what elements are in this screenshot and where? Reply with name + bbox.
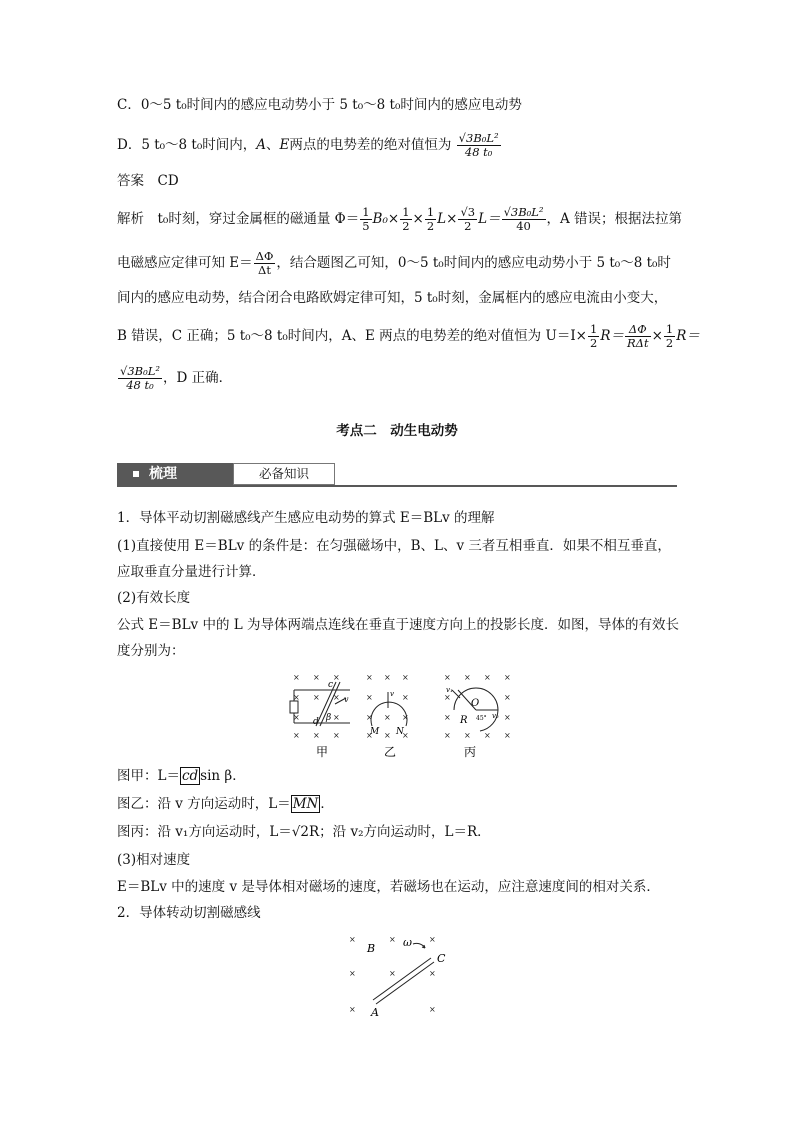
label-M: M: [370, 727, 380, 737]
label-v: v: [344, 695, 349, 704]
option-d-fraction: [457, 132, 501, 159]
label-yi: 乙: [384, 745, 397, 759]
num: ΔΦ: [625, 323, 651, 337]
item1-1b: 应取垂直分量进行计算．: [117, 564, 266, 580]
svg-text:×: ×: [429, 969, 436, 978]
analysis-line-4: [117, 323, 700, 350]
section-banner: [117, 463, 677, 487]
banner-left: [117, 463, 233, 485]
label-omega: ω: [403, 936, 412, 949]
text: ，D 正确．: [162, 370, 233, 386]
fraction: [625, 323, 651, 350]
banner-left-label: 梳理: [149, 466, 177, 482]
svg-text:×: ×: [429, 1005, 436, 1014]
svg-text:×: ×: [389, 935, 396, 944]
den: 2: [426, 219, 435, 233]
svg-text:×: ×: [484, 673, 491, 682]
label-v-yi: v: [390, 690, 394, 698]
analysis-line-2: [117, 250, 671, 277]
fraction: [400, 206, 411, 233]
fraction-numerator: √3B₀L²: [458, 131, 499, 145]
den: 5: [362, 219, 370, 233]
svg-text:×: ×: [366, 713, 373, 722]
point-e: E: [279, 137, 290, 153]
fraction: [425, 206, 436, 233]
text: L×: [437, 211, 458, 227]
label-45: 45°: [476, 715, 487, 722]
num: √3B₀L²: [503, 205, 544, 219]
svg-text:×: ×: [504, 693, 511, 702]
analysis-line-5: [117, 365, 232, 392]
svg-text:×: ×: [293, 731, 300, 740]
svg-text:×: ×: [384, 713, 391, 722]
svg-text:×: ×: [504, 713, 511, 722]
svg-text:×: ×: [389, 969, 396, 978]
label-bing: 丙: [464, 745, 477, 759]
svg-text:×: ×: [366, 693, 373, 702]
analysis-line-3: 间内的感应电动势，结合闭合电路欧姆定律可知，5 t₀时刻，金属框内的感应电流由小变大，: [117, 290, 668, 306]
item1-3a: E＝BLv 中的速度 v 是导体相对磁场的速度，若磁场也在运动，应注意速度间的相对关系．: [117, 879, 660, 895]
svg-text:×: ×: [333, 713, 340, 722]
banner-right: 必备知识: [233, 463, 335, 485]
svg-text:×: ×: [366, 731, 373, 740]
text: ，结合题图乙可知，0～5 t₀时间内的感应电动势小于 5 t₀～8 t₀时: [276, 255, 671, 271]
label-v2: v₂: [492, 712, 499, 720]
svg-text:×: ×: [504, 673, 511, 682]
option-d: [117, 132, 502, 159]
label-A: A: [371, 1006, 379, 1019]
svg-text:×: ×: [349, 1005, 356, 1014]
text: ，A 错误；根据法拉第: [546, 211, 683, 227]
label-v1: v₁: [446, 686, 453, 694]
fraction: [664, 323, 675, 350]
item2-title: 2．导体转动切割磁感线: [117, 905, 261, 921]
fraction-denominator: 48 t₀: [464, 145, 493, 159]
fraction: [254, 250, 276, 277]
svg-text:×: ×: [402, 673, 409, 682]
num: 1: [589, 322, 598, 336]
svg-text:×: ×: [349, 935, 356, 944]
text: ×: [412, 211, 424, 227]
text: 图甲：L＝: [117, 768, 180, 784]
text: 解析 t₀时刻，穿过金属框的磁通量 Φ＝: [117, 211, 360, 227]
diagram-bing: [452, 688, 498, 731]
boxed-mn: MN: [292, 796, 319, 812]
fraction: [588, 323, 599, 350]
svg-text:×: ×: [333, 731, 340, 740]
den: 2: [464, 219, 472, 233]
num: √3: [460, 205, 476, 219]
svg-text:×: ×: [313, 731, 320, 740]
item1-1a: (1)直接使用 E＝BLv 的条件是：在匀强磁场中，B、L、v 三者互相垂直．如果不相互垂直，: [117, 538, 671, 554]
banner-rule: [117, 485, 677, 487]
label-jia: 甲: [316, 745, 329, 759]
svg-text:×: ×: [384, 673, 391, 682]
option-d-sep: 、: [266, 137, 280, 153]
text: L＝: [478, 211, 501, 227]
item1-2a: 公式 E＝BLv 中的 L 为导体两端点连线在垂直于速度方向上的投影长度．如图，导体的有效长: [117, 617, 679, 633]
text: ．: [320, 796, 334, 812]
text: R＝: [600, 328, 624, 344]
num: ΔΦ: [255, 249, 274, 263]
option-c: C．0～5 t₀时间内的感应电动势小于 5 t₀～8 t₀时间内的感应电动势: [117, 97, 522, 113]
num: 1: [362, 205, 370, 219]
fraction: [360, 206, 371, 233]
fraction: [458, 206, 477, 233]
fraction: [502, 206, 546, 233]
svg-text:×: ×: [402, 731, 409, 740]
label-d: d: [313, 717, 319, 727]
bing-result: 图丙：沿 v₁方向运动时，L＝√2R；沿 v₂方向运动时，L＝R．: [117, 824, 491, 840]
option-d-prefix: D．5 t₀～8 t₀时间内，: [117, 137, 257, 153]
svg-text:×: ×: [384, 731, 391, 740]
yi-result: [117, 795, 334, 813]
label-C: C: [437, 952, 446, 965]
den: RΔt: [626, 336, 649, 350]
svg-text:×: ×: [313, 693, 320, 702]
svg-text:×: ×: [429, 935, 436, 944]
svg-text:×: ×: [293, 693, 300, 702]
den: 48 t₀: [126, 378, 154, 392]
svg-text:×: ×: [402, 713, 409, 722]
item1-title: 1．导体平动切割磁感线产生感应电动势的算式 E＝BLv 的理解: [117, 510, 495, 526]
label-beta: β: [326, 713, 332, 723]
label-R: R: [460, 715, 468, 726]
figure-effective-length: [280, 668, 520, 760]
svg-text:×: ×: [444, 673, 451, 682]
num: 1: [426, 205, 435, 219]
square-icon: [133, 471, 139, 477]
text: 电磁感应定律可知 E＝: [117, 255, 253, 271]
label-O: O: [471, 698, 480, 709]
den: 2: [665, 336, 674, 350]
svg-text:×: ×: [444, 713, 451, 722]
svg-text:×: ×: [293, 713, 300, 722]
text: ×: [651, 328, 663, 344]
num: 1: [665, 322, 674, 336]
item1-2b: 度分别为：: [117, 643, 185, 659]
den: 2: [402, 219, 410, 233]
svg-text:×: ×: [349, 969, 356, 978]
analysis-line-1: [117, 206, 682, 233]
den: Δt: [258, 263, 271, 277]
text: B 错误，C 正确；5 t₀～8 t₀时间内，A、E 两点的电势差的绝对值恒为 U＝I×: [117, 328, 587, 344]
svg-text:×: ×: [333, 673, 340, 682]
svg-text:×: ×: [333, 693, 340, 702]
section-title: 考点二 动生电动势: [336, 423, 458, 439]
svg-text:×: ×: [464, 673, 471, 682]
den: 2: [589, 336, 598, 350]
text: R＝: [676, 328, 700, 344]
rod: [373, 943, 434, 1004]
point-a: A: [256, 137, 267, 153]
figure-rotating-rod: [345, 930, 455, 1020]
num: √3B₀L²: [120, 364, 160, 378]
num: 1: [402, 205, 410, 219]
svg-text:×: ×: [504, 731, 511, 740]
svg-text:×: ×: [366, 673, 373, 682]
svg-text:×: ×: [444, 731, 451, 740]
label-c: c: [328, 680, 334, 690]
svg-text:×: ×: [313, 673, 320, 682]
boxed-cd: cd: [181, 768, 199, 784]
item1-3: (3)相对速度: [117, 852, 191, 868]
svg-text:×: ×: [402, 693, 409, 702]
answer: 答案 CD: [117, 173, 179, 189]
svg-text:×: ×: [293, 673, 300, 682]
text: sin β．: [200, 768, 246, 784]
fraction: [118, 365, 162, 392]
option-d-suffix: 两点的电势差的绝对值恒为: [289, 137, 452, 153]
jia-result: [117, 767, 246, 785]
svg-text:×: ×: [444, 693, 451, 702]
svg-text:×: ×: [484, 731, 491, 740]
den: 40: [516, 219, 531, 233]
svg-text:×: ×: [464, 731, 471, 740]
text: 图乙：沿 v 方向运动时，L＝: [117, 796, 291, 812]
label-B: B: [367, 942, 376, 955]
text: B₀×: [372, 211, 400, 227]
label-N: N: [396, 727, 404, 737]
item1-2: (2)有效长度: [117, 590, 191, 606]
